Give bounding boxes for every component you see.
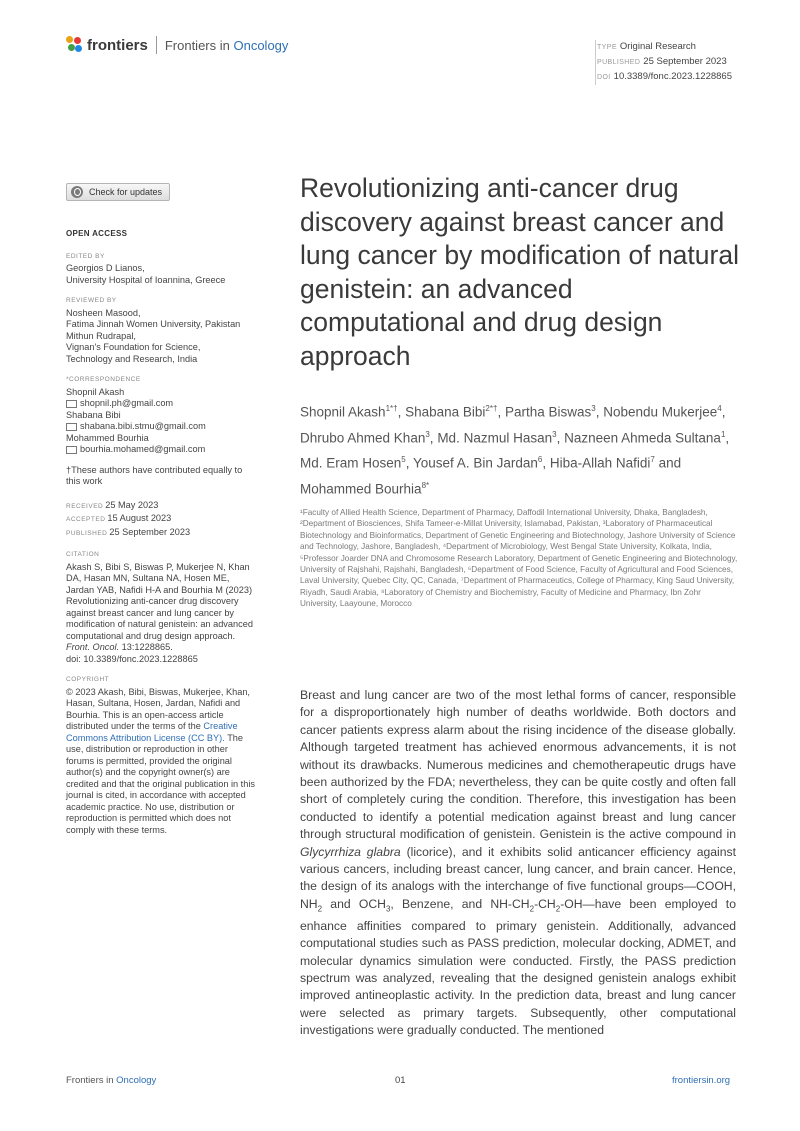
footer-journal: Frontiers in Oncology xyxy=(66,1075,157,1086)
frontiers-logo[interactable] xyxy=(66,36,288,54)
envelope-icon xyxy=(66,400,77,408)
reviewed-by: REVIEWED BY Nosheen Masood, Fatima Jinnah Women University, Pakistan Mithun Rudrapal, Vignan's Foundation for Science, Technology and Research, India xyxy=(66,297,241,364)
author: Nobendu Mukerjee xyxy=(603,404,718,420)
author: Nazneen Ahmeda Sultana xyxy=(564,430,721,445)
abstract: Breast and lung cancer are two of the most lethal forms of cancer, responsible for a disproportionately high number of deaths worldwide. Both doctors and cancer patients express alarm about the rising incidence of the disease globally. Although targeted treatment has achieved enormous advancements, it is not without its drawbacks. Numerous medicines and chemotherapeutic drugs have been authorized by the FDA; nevertheless, they can be quite costly and often fall short of completely curing the condition. Therefore, this investigation has been conducted to identify a potential medication against breast and lung cancer through structural modification of genistein. Genistein is the active compound in Glycyrrhiza glabra (licorice), and it exhibits solid anticancer efficiency against various cancers, including breast cancer, lung cancer, and brain cancer. Hence, the design of its analogs with the interchange of five functional groups—COOH, $NH_2$ and $OCH_3$, Benzene, and $NH-CH_2-CH_2-OH—have$ been employed to enhance affinities compared to primary genistein. Additionally, advanced computational studies such as PASS prediction, molecular docking, ADMET, and molecular dynamics simulation were conducted. Firstly, the PASS prediction spectrum was analyzed, revealing that the designed genistein analogs exhibit improved antineoplastic activity. In the prediction data, breast and lung cancer were selected as primary targets. Subsequently, other computational investigations were gradually conducted. The mentioned xyxy=(300,688,736,1038)
affiliations: ¹Faculty of Allied Health Science, Department of Pharmacy, Daffodil International University, Dhaka, Bangladesh, ²Department of Biosciences, Shifa Tameer-e-Millat University, Islamabad, Pakistan, ³Laboratory of Pharmaceutical Biotechnology and Bioinformatics, Department of Genetic Engineering and Biotechnology, Jashore University of Science and Technology, Jashore, Bangladesh, ⁴Department of Microbiology, West Bengal State University, Kolkata, India, ⁵Professor Joarder DNA and Chromosome Research Laboratory, Department of Genetic Engineering and Biotechnology, University of Rajshahi, Rajshahi, Bangladesh, ⁶Department of Food Science, Faculty of Agricultural and Food Sciences, Laval University, Quebec City, QC, Canada, ⁷Department of Pharmaceutics, College of Pharmacy, King Saud University, Riyadh, Saudi Arabia, ⁸Laboratory of Chemistry and Biochemistry, Faculty of Medicine and Pharmacy, Ibn Zohr University, Laayoune, Morocco xyxy=(300,508,738,609)
page-number: 01 xyxy=(395,1075,406,1086)
article-meta xyxy=(595,40,732,85)
email-link[interactable]: bourhia.mohamed@gmail.com xyxy=(66,444,256,456)
article-doi[interactable]: DOI 10.3389/fonc.2023.1228865 xyxy=(597,71,732,82)
article-type: TYPE Original Research xyxy=(597,41,696,52)
brand-name: frontiers xyxy=(87,36,148,54)
frontiers-logo-icon xyxy=(66,36,84,54)
envelope-icon xyxy=(66,446,77,454)
dates: RECEIVED 25 May 2023 ACCEPTED 15 August 2023 PUBLISHED 25 September 2023 xyxy=(66,499,191,537)
email-link[interactable]: shabana.bibi.stmu@gmail.com xyxy=(66,421,256,433)
site-link[interactable]: frontiersin.org xyxy=(672,1075,731,1086)
author: Shabana Bibi xyxy=(405,404,486,420)
article-title: Revolutionizing anti-cancer drug discovery against breast cancer and lung cancer by modification of natural genistein: an advanced computational and drug design approach xyxy=(300,173,739,371)
author: Hiba-Allah Nafidi xyxy=(549,455,651,471)
author: Partha Biswas xyxy=(504,404,592,420)
author: Shopnil Akash xyxy=(300,404,386,420)
author: Dhrubo Ahmed Khan xyxy=(300,430,426,445)
author: Yousef A. Bin Jardan xyxy=(413,455,538,471)
check-updates-button[interactable] xyxy=(66,183,170,201)
email-link[interactable]: shopnil.ph@gmail.com xyxy=(66,398,256,410)
open-access-label: OPEN ACCESS xyxy=(66,229,128,238)
check-updates-icon xyxy=(71,186,83,198)
citation: CITATION Akash S, Bibi S, Biswas P, Mukerjee N, Khan DA, Hasan MN, Sultana NA, Hosen ME, Jardan YAB, Nafidi H-A and Bourhia M (2023) Revolutionizing anti-cancer drug discovery against breast cancer and lung cancer by modification of natural genistein: an advanced computational and drug design approach. Front. Oncol. 13:1228865. doi: 10.3389/fonc.2023.1228865 xyxy=(66,549,256,665)
author-list: Shopnil Akash$^{1*\dagger}$, Shabana Bibi$^{2*\dagger}$, Partha Biswas$^3$, Nobendu Mukerjee$^4$, Dhrubo Ahmed Khan$^3$, Md. Nazmul Hasan$^3$, Nazneen Ahmeda Sultana$^1$, Md. Eram Hosen$^5$, Yousef A. Bin Jardan$^6$, Hiba-Allah Nafidi$^7$ and Mohammed Bourhia$^{8*}$ xyxy=(300,404,730,496)
sidebar xyxy=(66,228,256,845)
author: Md. Eram Hosen xyxy=(300,455,402,471)
article-published: PUBLISHED 25 September 2023 xyxy=(597,56,727,67)
author: Mohammed Bourhia xyxy=(300,481,422,496)
check-updates-label: Check for updates xyxy=(89,187,163,197)
edited-by: EDITED BY Georgios D Lianos, University Hospital of Ioannina, Greece xyxy=(66,252,226,285)
copyright: COPYRIGHT © 2023 Akash, Bibi, Biswas, Mukerjee, Khan, Hasan, Sultana, Hosen, Jardan, Nafidi and Bourhia. This is an open-access article distributed under the terms of the Creative Commons Attribution License (CC BY). The use, distribution or reproduction in other forums is permitted, provided the original author(s) and the copyright owner(s) are credited and that the original publication in this journal is cited, in accordance with accepted academic practice. No use, distribution or reproduction is permitted which does not comply with these terms. xyxy=(66,676,255,835)
header-divider xyxy=(156,36,157,54)
author: Md. Nazmul Hasan xyxy=(437,430,553,445)
envelope-icon xyxy=(66,423,77,431)
journal-title: Frontiers in Oncology xyxy=(164,37,289,53)
equal-contribution-note: †These authors have contributed equally to this work xyxy=(66,464,243,486)
license-link[interactable]: Creative Commons Attribution License (CC BY). xyxy=(66,721,238,743)
correspondence: *CORRESPONDENCE Shopnil Akash shopnil.ph@gmail.com Shabana Bibi shabana.bibi.stmu@gmail.com Mohammed Bourhia bourhia.mohamed@gmail.com xyxy=(66,374,256,456)
citation-doi[interactable]: doi: 10.3389/fonc.2023.1228865 xyxy=(66,653,198,664)
